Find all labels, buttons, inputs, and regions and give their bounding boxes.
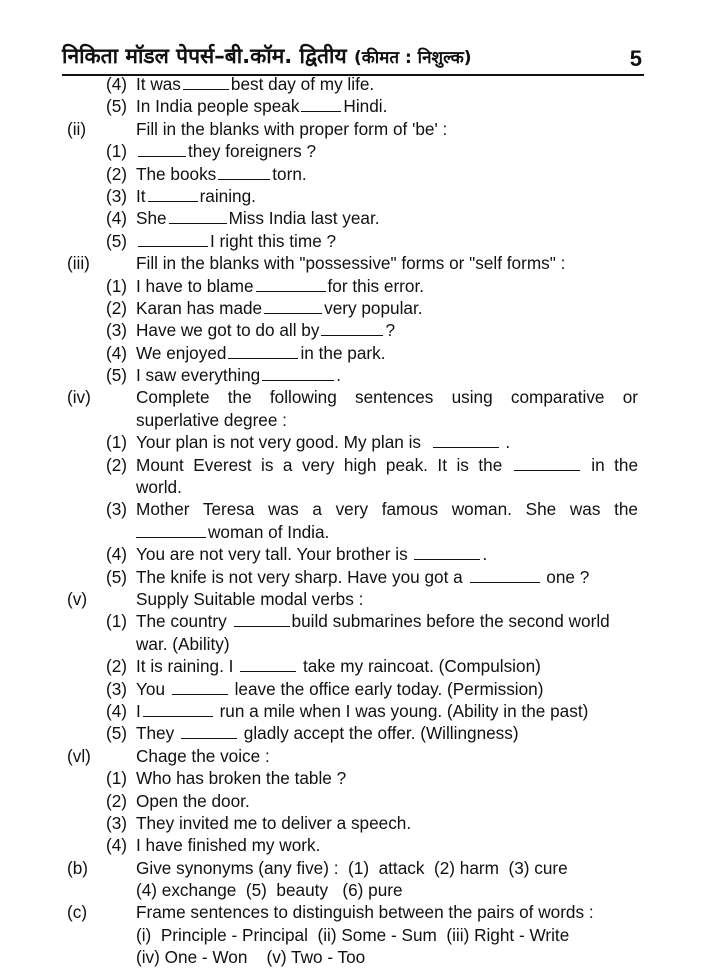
item-number: (5) xyxy=(106,365,128,386)
page-content xyxy=(0,73,711,969)
item-text: I right this time ? xyxy=(136,230,336,252)
book-title: निकिता मॉडल पेपर्स–बी.कॉम. द्वितीय xyxy=(62,44,347,68)
answer-blank xyxy=(240,657,296,672)
item-number: (2) xyxy=(106,656,128,677)
question-heading xyxy=(0,745,711,767)
item-number: (3) xyxy=(106,678,128,699)
question-text: (iv) One - Won (v) Two - Too xyxy=(136,947,366,968)
question-text: (4) exchange (5) beauty (6) pure xyxy=(136,880,403,901)
answer-blank xyxy=(138,232,208,247)
answer-blank xyxy=(433,433,499,448)
question-text: superlative degree : xyxy=(136,409,287,430)
question-label: (iv) xyxy=(67,387,91,408)
list-item xyxy=(0,700,711,722)
item-number: (3) xyxy=(106,812,128,833)
answer-blank xyxy=(138,142,186,157)
answer-blank xyxy=(169,209,227,224)
answer-blank xyxy=(514,456,580,471)
list-item xyxy=(0,678,711,700)
page-number: 5 xyxy=(629,46,642,71)
list-item xyxy=(0,319,711,341)
list-item xyxy=(0,655,711,677)
item-text: Your plan is not very good. My plan is . xyxy=(136,432,511,453)
answer-blank xyxy=(414,545,480,560)
list-item xyxy=(0,364,711,386)
list-item xyxy=(0,566,711,588)
answer-blank xyxy=(321,321,383,336)
question-heading xyxy=(0,588,711,610)
list-item xyxy=(0,431,711,453)
list-item xyxy=(0,163,711,185)
question-text: Fill in the blanks with "possessive" forms or "self forms" : xyxy=(136,253,566,274)
list-item xyxy=(0,297,711,319)
item-text: It raining. xyxy=(136,185,256,206)
list-item xyxy=(0,543,711,565)
item-number: (2) xyxy=(106,163,128,184)
answer-blank xyxy=(143,702,213,717)
item-number: (3) xyxy=(106,185,128,206)
item-number: (5) xyxy=(106,566,128,587)
question-heading-continued xyxy=(0,924,711,946)
item-text: It is raining. I take my raincoat. (Compulsion) xyxy=(136,656,541,677)
item-number: (4) xyxy=(106,342,128,363)
item-number: (3) xyxy=(106,499,128,520)
question-label: (iii) xyxy=(67,253,90,274)
list-item xyxy=(0,812,711,834)
item-text: The books torn. xyxy=(136,163,307,184)
list-item xyxy=(0,73,711,95)
item-text: they foreigners ? xyxy=(136,140,316,162)
item-number: (3) xyxy=(106,320,128,341)
item-number: (4) xyxy=(106,544,128,565)
item-text: Who has broken the table ? xyxy=(136,768,347,789)
item-text: woman of India. xyxy=(136,521,329,543)
list-item-continued xyxy=(0,521,711,543)
list-item xyxy=(0,185,711,207)
item-text: Mount Everest is a very high peak. It is the in the xyxy=(136,454,639,475)
question-label: (b) xyxy=(67,857,89,878)
price-note: (कीमत : निशुल्क) xyxy=(353,48,472,68)
item-text: She Miss India last year. xyxy=(136,208,380,229)
item-text: I have to blame for this error. xyxy=(136,275,425,296)
answer-blank xyxy=(256,277,326,292)
page-header xyxy=(62,40,644,76)
list-item xyxy=(0,230,711,252)
item-number: (4) xyxy=(106,208,128,229)
answer-blank xyxy=(301,97,341,112)
question-heading-continued xyxy=(0,879,711,901)
question-text: Frame sentences to distinguish between the pairs of words : xyxy=(136,902,594,923)
item-text: The country build submarines before the second world xyxy=(136,611,610,632)
item-text: I saw everything . xyxy=(136,365,341,386)
list-item xyxy=(0,790,711,812)
item-text: You are not very tall. Your brother is . xyxy=(136,544,488,565)
question-heading xyxy=(0,118,711,140)
question-label: (v) xyxy=(67,588,88,609)
item-text: We enjoyed in the park. xyxy=(136,342,386,363)
question-label: (ii) xyxy=(67,118,87,139)
question-text: Chage the voice : xyxy=(136,745,270,766)
list-item-continued xyxy=(0,476,711,498)
answer-blank xyxy=(470,568,540,583)
item-number: (5) xyxy=(106,723,128,744)
item-text: They invited me to deliver a speech. xyxy=(136,812,412,833)
item-text: Open the door. xyxy=(136,790,250,811)
answer-blank xyxy=(218,165,270,180)
question-heading-continued xyxy=(0,946,711,968)
question-heading-continued xyxy=(0,409,711,431)
list-item xyxy=(0,610,711,632)
item-text: I have finished my work. xyxy=(136,835,321,856)
item-text: world. xyxy=(136,477,182,498)
item-text: Mother Teresa was a very famous woman. She was the xyxy=(136,499,638,520)
item-number: (4) xyxy=(106,74,128,94)
list-item-continued xyxy=(0,633,711,655)
question-text: Fill in the blanks with proper form of 'be' : xyxy=(136,118,448,139)
item-number: (5) xyxy=(106,230,128,251)
list-item xyxy=(0,722,711,744)
item-number: (2) xyxy=(106,454,128,475)
item-text: Karan has made very popular. xyxy=(136,297,423,318)
item-number: (1) xyxy=(106,275,128,296)
item-number: (5) xyxy=(106,96,128,117)
list-item xyxy=(0,95,711,117)
question-heading xyxy=(0,386,711,408)
list-item xyxy=(0,140,711,162)
list-item xyxy=(0,767,711,789)
answer-blank xyxy=(262,366,334,381)
item-number: (1) xyxy=(106,141,128,162)
header-title xyxy=(62,42,472,70)
question-text: Complete the following sentences using comparative or xyxy=(136,387,638,408)
list-item xyxy=(0,342,711,364)
list-item xyxy=(0,834,711,856)
item-text: They gladly accept the offer. (Willingness) xyxy=(136,723,519,744)
list-item xyxy=(0,498,711,520)
item-text: You leave the office early today. (Permission) xyxy=(136,678,544,699)
item-text: It was best day of my life. xyxy=(136,74,375,94)
answer-blank xyxy=(228,344,298,359)
item-text: The knife is not very sharp. Have you got a one ? xyxy=(136,566,590,587)
answer-blank xyxy=(148,187,198,202)
item-text: Have we got to do all by ? xyxy=(136,320,396,341)
item-number: (1) xyxy=(106,432,128,453)
answer-blank xyxy=(172,680,228,695)
question-text: Give synonyms (any five) : (1) attack (2) harm (3) cure xyxy=(136,857,568,878)
item-text: I run a mile when I was young. (Ability in the past) xyxy=(136,700,589,721)
question-label: (c) xyxy=(67,902,88,923)
list-item xyxy=(0,207,711,229)
answer-blank xyxy=(183,75,229,90)
answer-blank xyxy=(136,523,206,538)
question-text: (i) Principle - Principal (ii) Some - Sum (iii) Right - Write xyxy=(136,924,570,945)
question-label: (vl) xyxy=(67,745,91,766)
answer-blank xyxy=(234,612,290,627)
item-number: (2) xyxy=(106,297,128,318)
item-text: war. (Ability) xyxy=(136,633,230,654)
question-heading xyxy=(0,252,711,274)
list-item xyxy=(0,454,711,476)
question-heading xyxy=(0,857,711,879)
answer-blank xyxy=(181,724,237,739)
item-number: (2) xyxy=(106,790,128,811)
item-text: In India people speak Hindi. xyxy=(136,96,388,117)
list-item xyxy=(0,275,711,297)
item-number: (4) xyxy=(106,700,128,721)
item-number: (1) xyxy=(106,611,128,632)
item-number: (1) xyxy=(106,768,128,789)
item-number: (4) xyxy=(106,835,128,856)
question-text: Supply Suitable modal verbs : xyxy=(136,588,364,609)
question-heading xyxy=(0,901,711,923)
answer-blank xyxy=(264,299,322,314)
